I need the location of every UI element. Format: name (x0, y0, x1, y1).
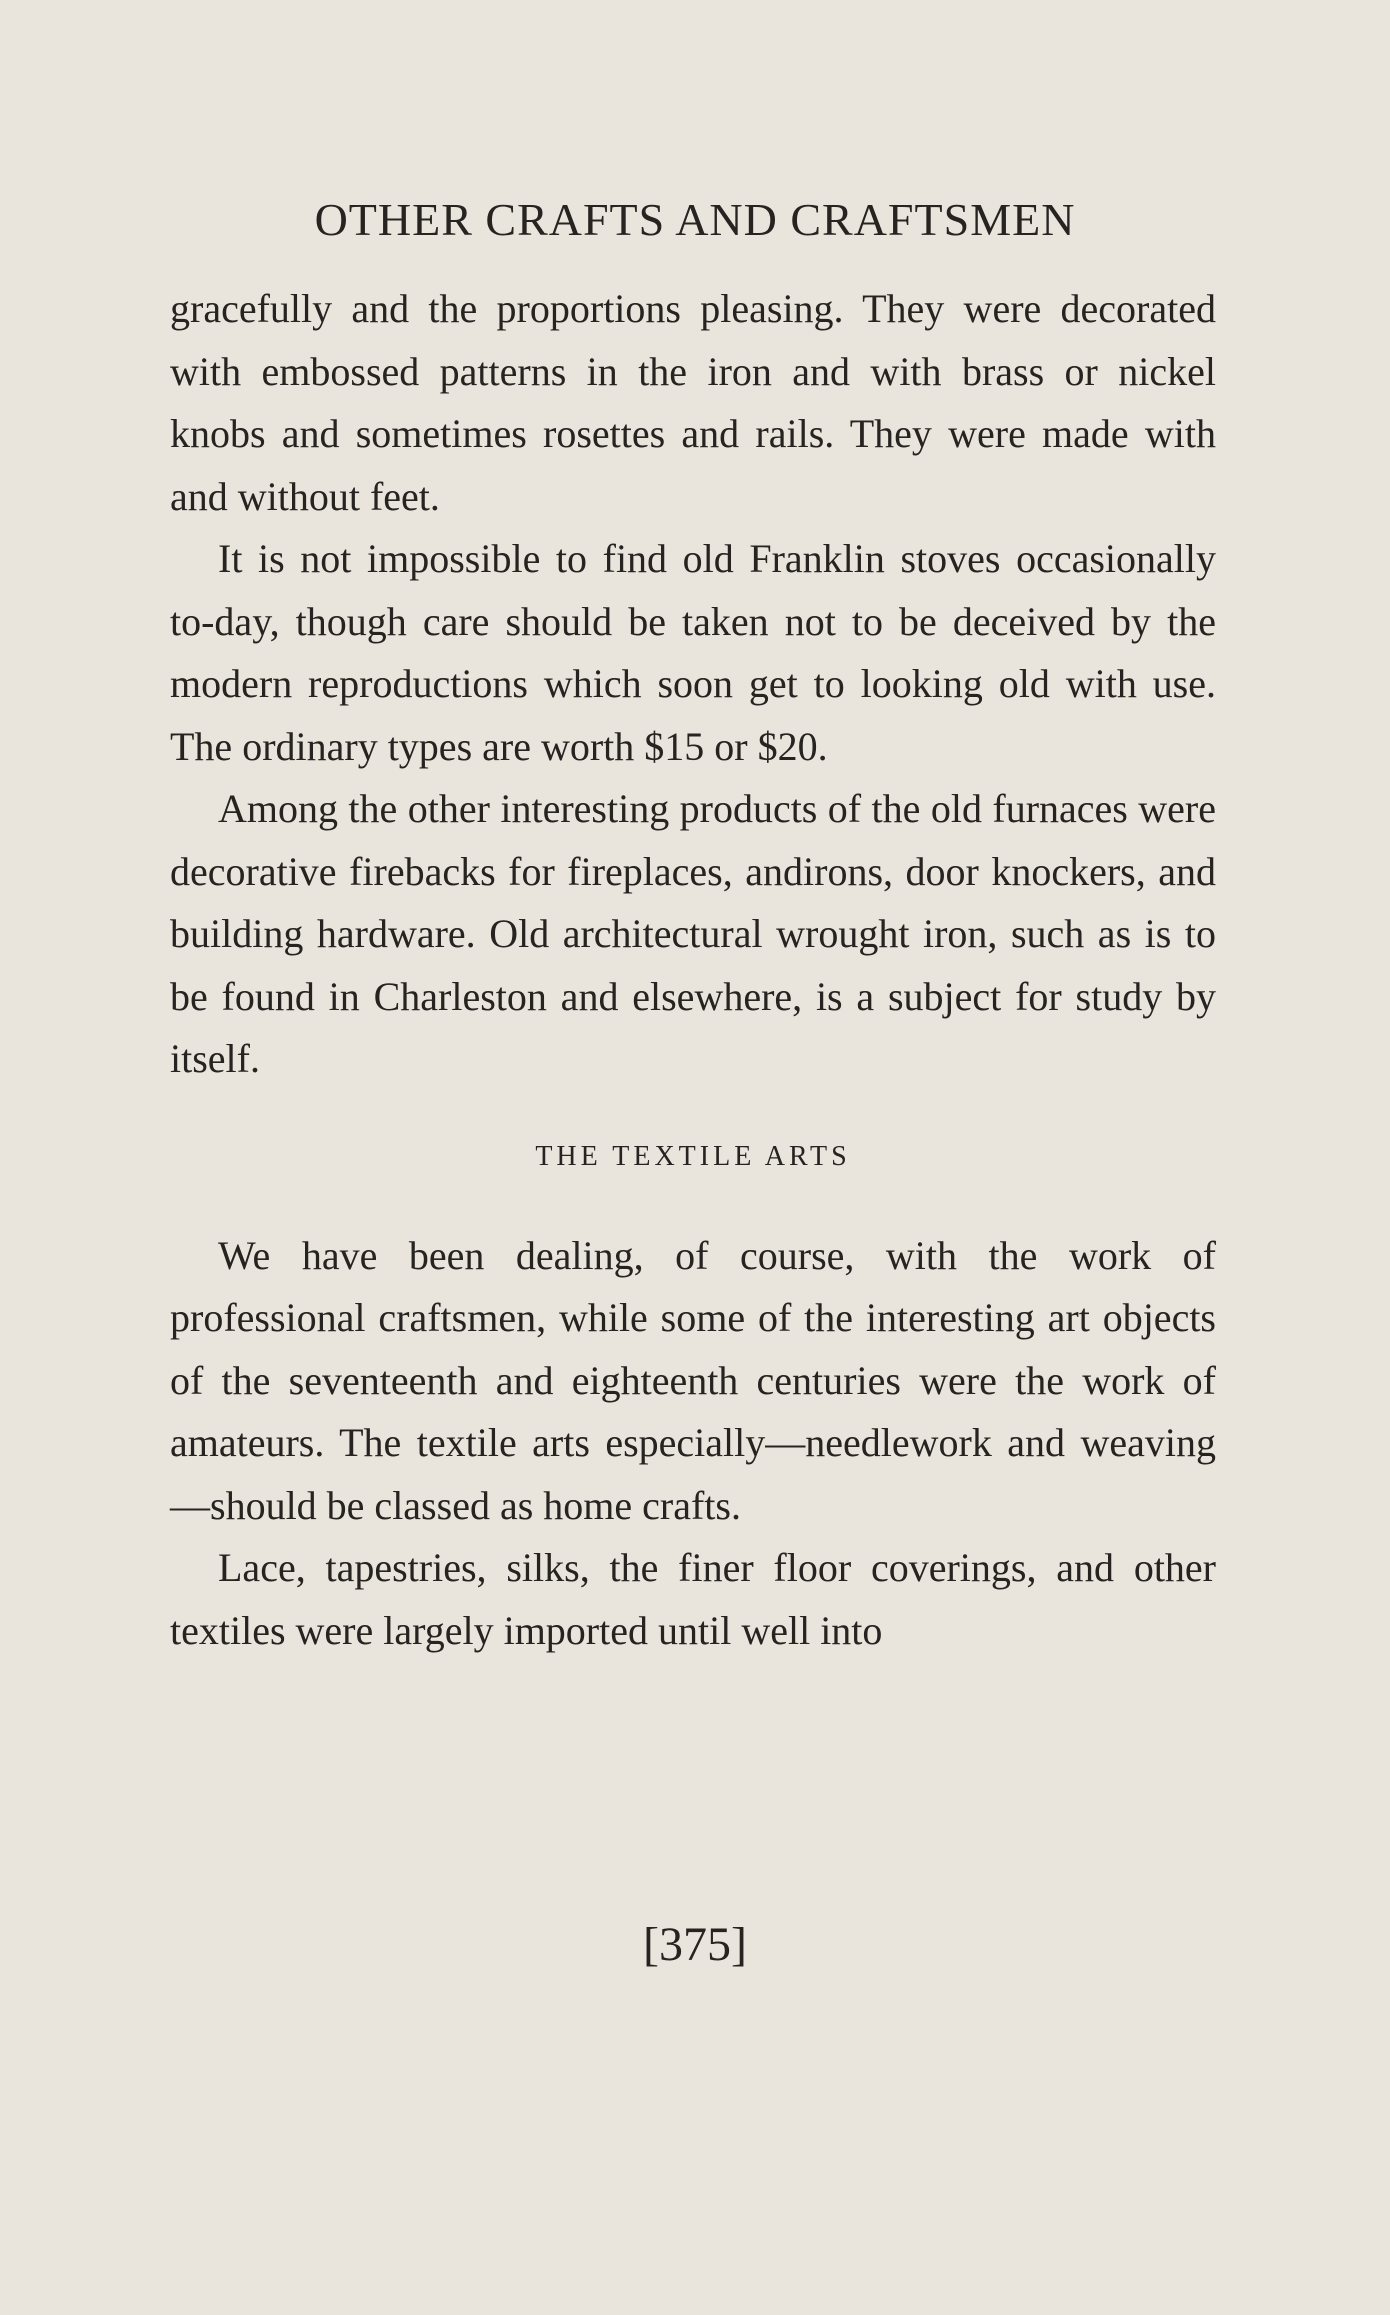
paragraph-professional-craftsmen: We have been dealing, of course, with the work of professional craftsmen, while some of the interesting art objects of the seventeenth and eighteenth centuries were the work of amateurs. The textile arts especially—needlework and weaving—should be classed as home crafts. (170, 1232, 1216, 1528)
body-text (170, 278, 1216, 1662)
paragraph-franklin-stoves: It is not impossible to find old Franklin stoves occasionally to-day, though care should be taken not to be deceived by the modern reproductions which soon get to looking old with use. The ordinary types are worth $15 or $20. (170, 536, 1216, 769)
page-number: [375] (643, 1918, 747, 1971)
running-head: OTHER CRAFTS AND CRAFTSMEN (314, 194, 1076, 245)
paragraph-imported-textiles: Lace, tapestries, silks, the finer floor coverings, and other textiles were largely imported until well into (170, 1545, 1216, 1653)
paragraph-continued: gracefully and the proportions pleasing. They were decorated with embossed patterns in the iron and with brass or nickel knobs and sometimes rosettes and rails. They were made with and without feet. (170, 286, 1216, 519)
section-heading: THE TEXTILE ARTS (535, 1140, 851, 1172)
paragraph-furnace-products: Among the other interesting products of the old furnaces were decorative firebacks for fireplaces, andirons, door knockers, and building hardware. Old architectural wrought iron, such as is to be found in Charleston and elsewhere, is a subject for study by itself. (170, 786, 1216, 1081)
